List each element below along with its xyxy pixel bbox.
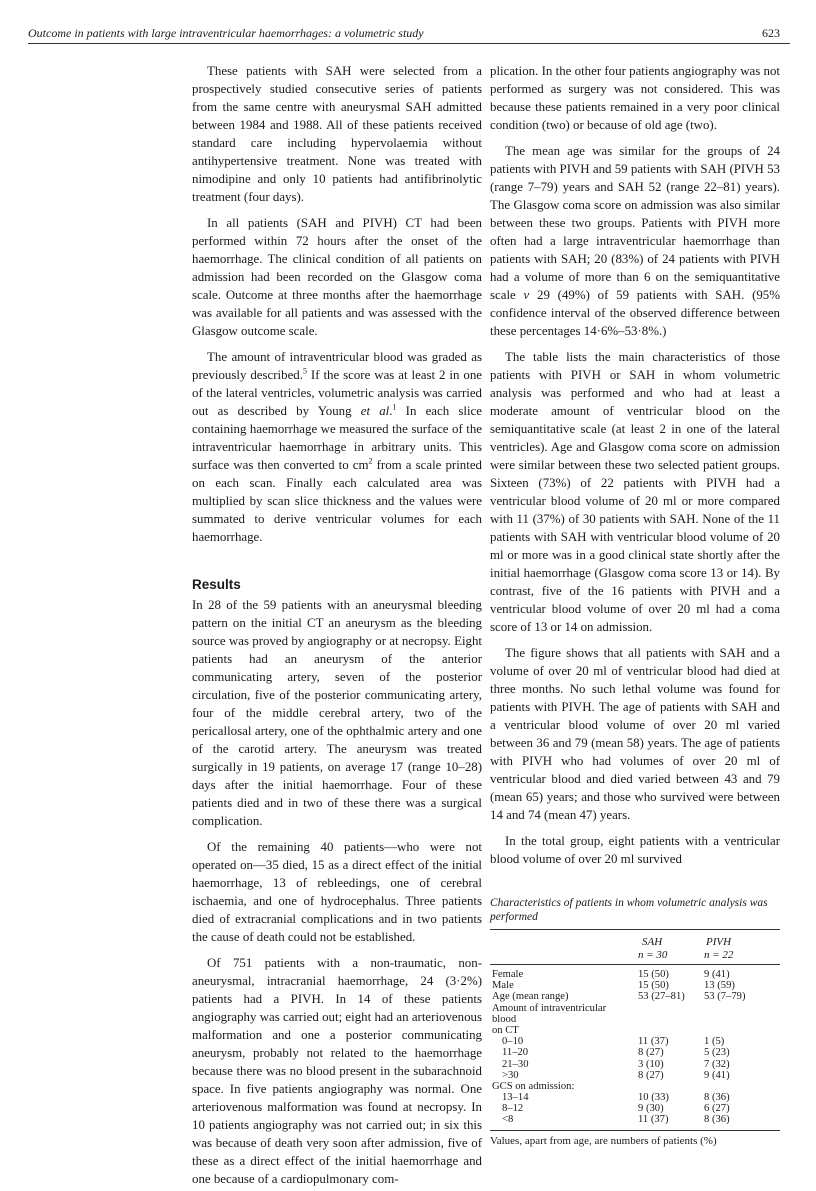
right-column — [490, 62, 780, 868]
paragraph-non-operated: Of the remaining 40 patients—who were not operated on—35 died, 15 as a direct effect of the initial haemorrhage, 13 of rebleedings, one of cerebral ischaemia, and one of hydrocephalus. Three patients died of extracranial complications and in two patients the cause of death could not be established. — [192, 840, 482, 944]
table-row: 11–20 8 (27) 5 (23) — [502, 1047, 730, 1059]
table-caption: Characteristics of patients in whom volumetric analysis was performed — [490, 897, 768, 923]
table-row: 21–30 3 (10) 7 (32) — [502, 1058, 730, 1070]
table-body — [490, 965, 780, 1130]
header-sah: SAH — [642, 936, 663, 948]
paragraph-pivh-patients: Of 751 patients with a non-traumatic, non-aneurysmal, intracranial haemorrhage, 24 (3·2%) patients had a PIVH. In 14 of these patients angiography was carried out; eight had an arteriovenous malformation and one a posterior communicating aneurysm, probably not related to the haemorrhage because there was no blood present in the subarachnoid space. In five patients angiography was normal. One arteriovenous malformation was found at necropsy. In 10 patients angiography was not carried out; in six this was because of death very soon after admission, five of these as a direct effect of the initial haemorrhage and one because of a cardiopulmonary com- — [192, 956, 482, 1186]
table-row: <8 11 (37) 8 (36) — [502, 1114, 730, 1126]
left-column — [192, 62, 482, 1188]
paragraph-total-group: In the total group, eight patients with a ventricular blood volume of over 20 ml survived — [490, 834, 780, 866]
paragraph-volumetric-method: The amount of intraventricular blood was graded as previously described.$^5$ If the score was at least 2 in one of the lateral ventricles, volumetric analysis was carried out as described by Young et al.$^1$ In each slice containing haemorrhage we measured the surface of the intraventricular haemorrhage in arbitrary units. This surface was then converted to $cm^2$ from a scale printed on each scan. Finally each calculated area was multiplied by scan slice thickness and the values were summated to derive ventricular volumes for each haemorrhage. — [192, 350, 483, 544]
table-row: 0–10 11 (37) 1 (5) — [502, 1036, 725, 1048]
header-rule — [28, 43, 790, 44]
running-title: Outcome in patients with large intraventricular haemorrhages: a volumetric study — [28, 26, 424, 40]
table-footnote: Values, apart from age, are numbers of patients (%) — [490, 1134, 717, 1147]
table-row: on CT — [492, 1024, 519, 1036]
paragraph-figure-summary: The figure shows that all patients with SAH and a volume of over 20 ml of ventricular blood had died at three months. No such lethal volume was found for patients with PIVH. The age of patients with SAH and a ventricular blood volume of over 20 ml varied between 36 and 79 (mean 58) years. The age of patients with PIVH who had volumes of over 20 ml of ventricular blood and died varied between 43 and 79 (mean 65) years; and those who survived were between 14 and 74 (mean 47) years. — [490, 646, 780, 822]
table-row: blood — [492, 1013, 517, 1025]
paragraph-patients-selection: These patients with SAH were selected from a prospectively studied consecutive series of patients from the same centre with aneurysmal SAH admitted between 1984 and 1988. All of these patients received standard care including hypervolaemia without antihypertensive treatment. None was treated with nimodipine and only 10 patients had antifibrinolytic treatment (four days). — [192, 64, 482, 204]
table-row: Age (mean range) 53 (27–81) 53 (7–79) — [492, 991, 746, 1003]
paragraph-ct-timing: In all patients (SAH and PIVH) CT had been performed within 72 hours after the onset of the haemorrhage. The clinical condition of all patients on admission had been recorded on the Glasgow coma scale. Outcome at three months after the haemorrhage was available for all patients and was assessed with the Glasgow outcome scale. — [192, 216, 482, 338]
page-number: 623 — [762, 26, 780, 40]
paragraph-mean-age: The mean age was similar for the groups of 24 patients with PIVH and 59 patients with SAH (PIVH 53 (range 7–79) years and SAH 52 (range 22–81) years). The Glasgow coma score on admission was also similar between these two groups. Patients with PIVH more often had a large intraventricular haemorrhage than patients with SAH; 20 (83%) of 24 patients with PIVH had a volume of more than 6 on the semiquantitative scale v 29 (49%) of 59 patients with SAH. (95% confidence interval of the observed difference between these percentages 14·6%–53·8%.) — [490, 144, 780, 338]
table-row: Amount of intraventricular — [492, 1002, 607, 1014]
table-row: Male 15 (50) 13 (59) — [492, 980, 735, 992]
table-bottom-rule — [490, 1130, 780, 1131]
table-row: GCS on admission: — [492, 1080, 575, 1092]
characteristics-table — [490, 896, 780, 1147]
paragraph-angiography-continued: plication. In the other four patients angiography was not performed as surgery was not considered. This was because these patients remained in a very poor clinical condition (two) or because of old age (two). — [490, 64, 780, 132]
table-row: 13–14 10 (33) 8 (36) — [502, 1092, 730, 1104]
table-row: 8–12 9 (30) 6 (27) — [502, 1103, 730, 1115]
paragraph-aneurysm-findings: In 28 of the 59 patients with an aneurysmal bleeding pattern on the initial CT an aneurysm as the bleeding source was proved by angiography or at necropsy. Eight patients had an aneurysm of the anterior communicating artery, seven of the posterior circulation, five of the posterior communicating artery, four of the middle cerebral artery, two of the pericallosal artery, one of the ophthalmic artery and one of the carotid artery. The aneurysm was treated surgically in 19 patients, on average 17 (range 10–28) days after the initial haemorrhage. Four of these patients died and in two of these there was a surgical complication. — [192, 598, 482, 828]
paragraph-table-summary: The table lists the main characteristics of those patients with PIVH or SAH in whom volumetric analysis was performed and who had at least a moderate amount of ventricular blood on the semiquantitative scale (at least 2 in one of the lateral ventricles). Age and Glasgow coma score on admission were similar between these two selected patient groups. Sixteen (73%) of 22 patients with PIVH had a ventricular blood volume of 20 ml or more compared with 11 (37%) of 30 patients with SAH. None of the 11 patients with SAH with ventricular blood volume of 20 ml or more was in a good clinical state shortly after the initial haemorrhage (Glasgow coma score 13 or 14). By contrast, five of the 16 patients with PIVH and a ventricular blood volume of over 20 ml had a coma score of 13 or 14 on admission. — [490, 350, 780, 634]
header-pivh-n: n = 22 — [704, 949, 734, 961]
table-row: >30 8 (27) 9 (41) — [502, 1069, 730, 1081]
table-row: Female 15 (50) 9 (41) — [492, 969, 730, 980]
header-sah-n: n = 30 — [638, 949, 668, 961]
results-heading: Results — [192, 577, 241, 592]
table-header — [490, 930, 780, 964]
header-pivh: PIVH — [706, 936, 732, 948]
